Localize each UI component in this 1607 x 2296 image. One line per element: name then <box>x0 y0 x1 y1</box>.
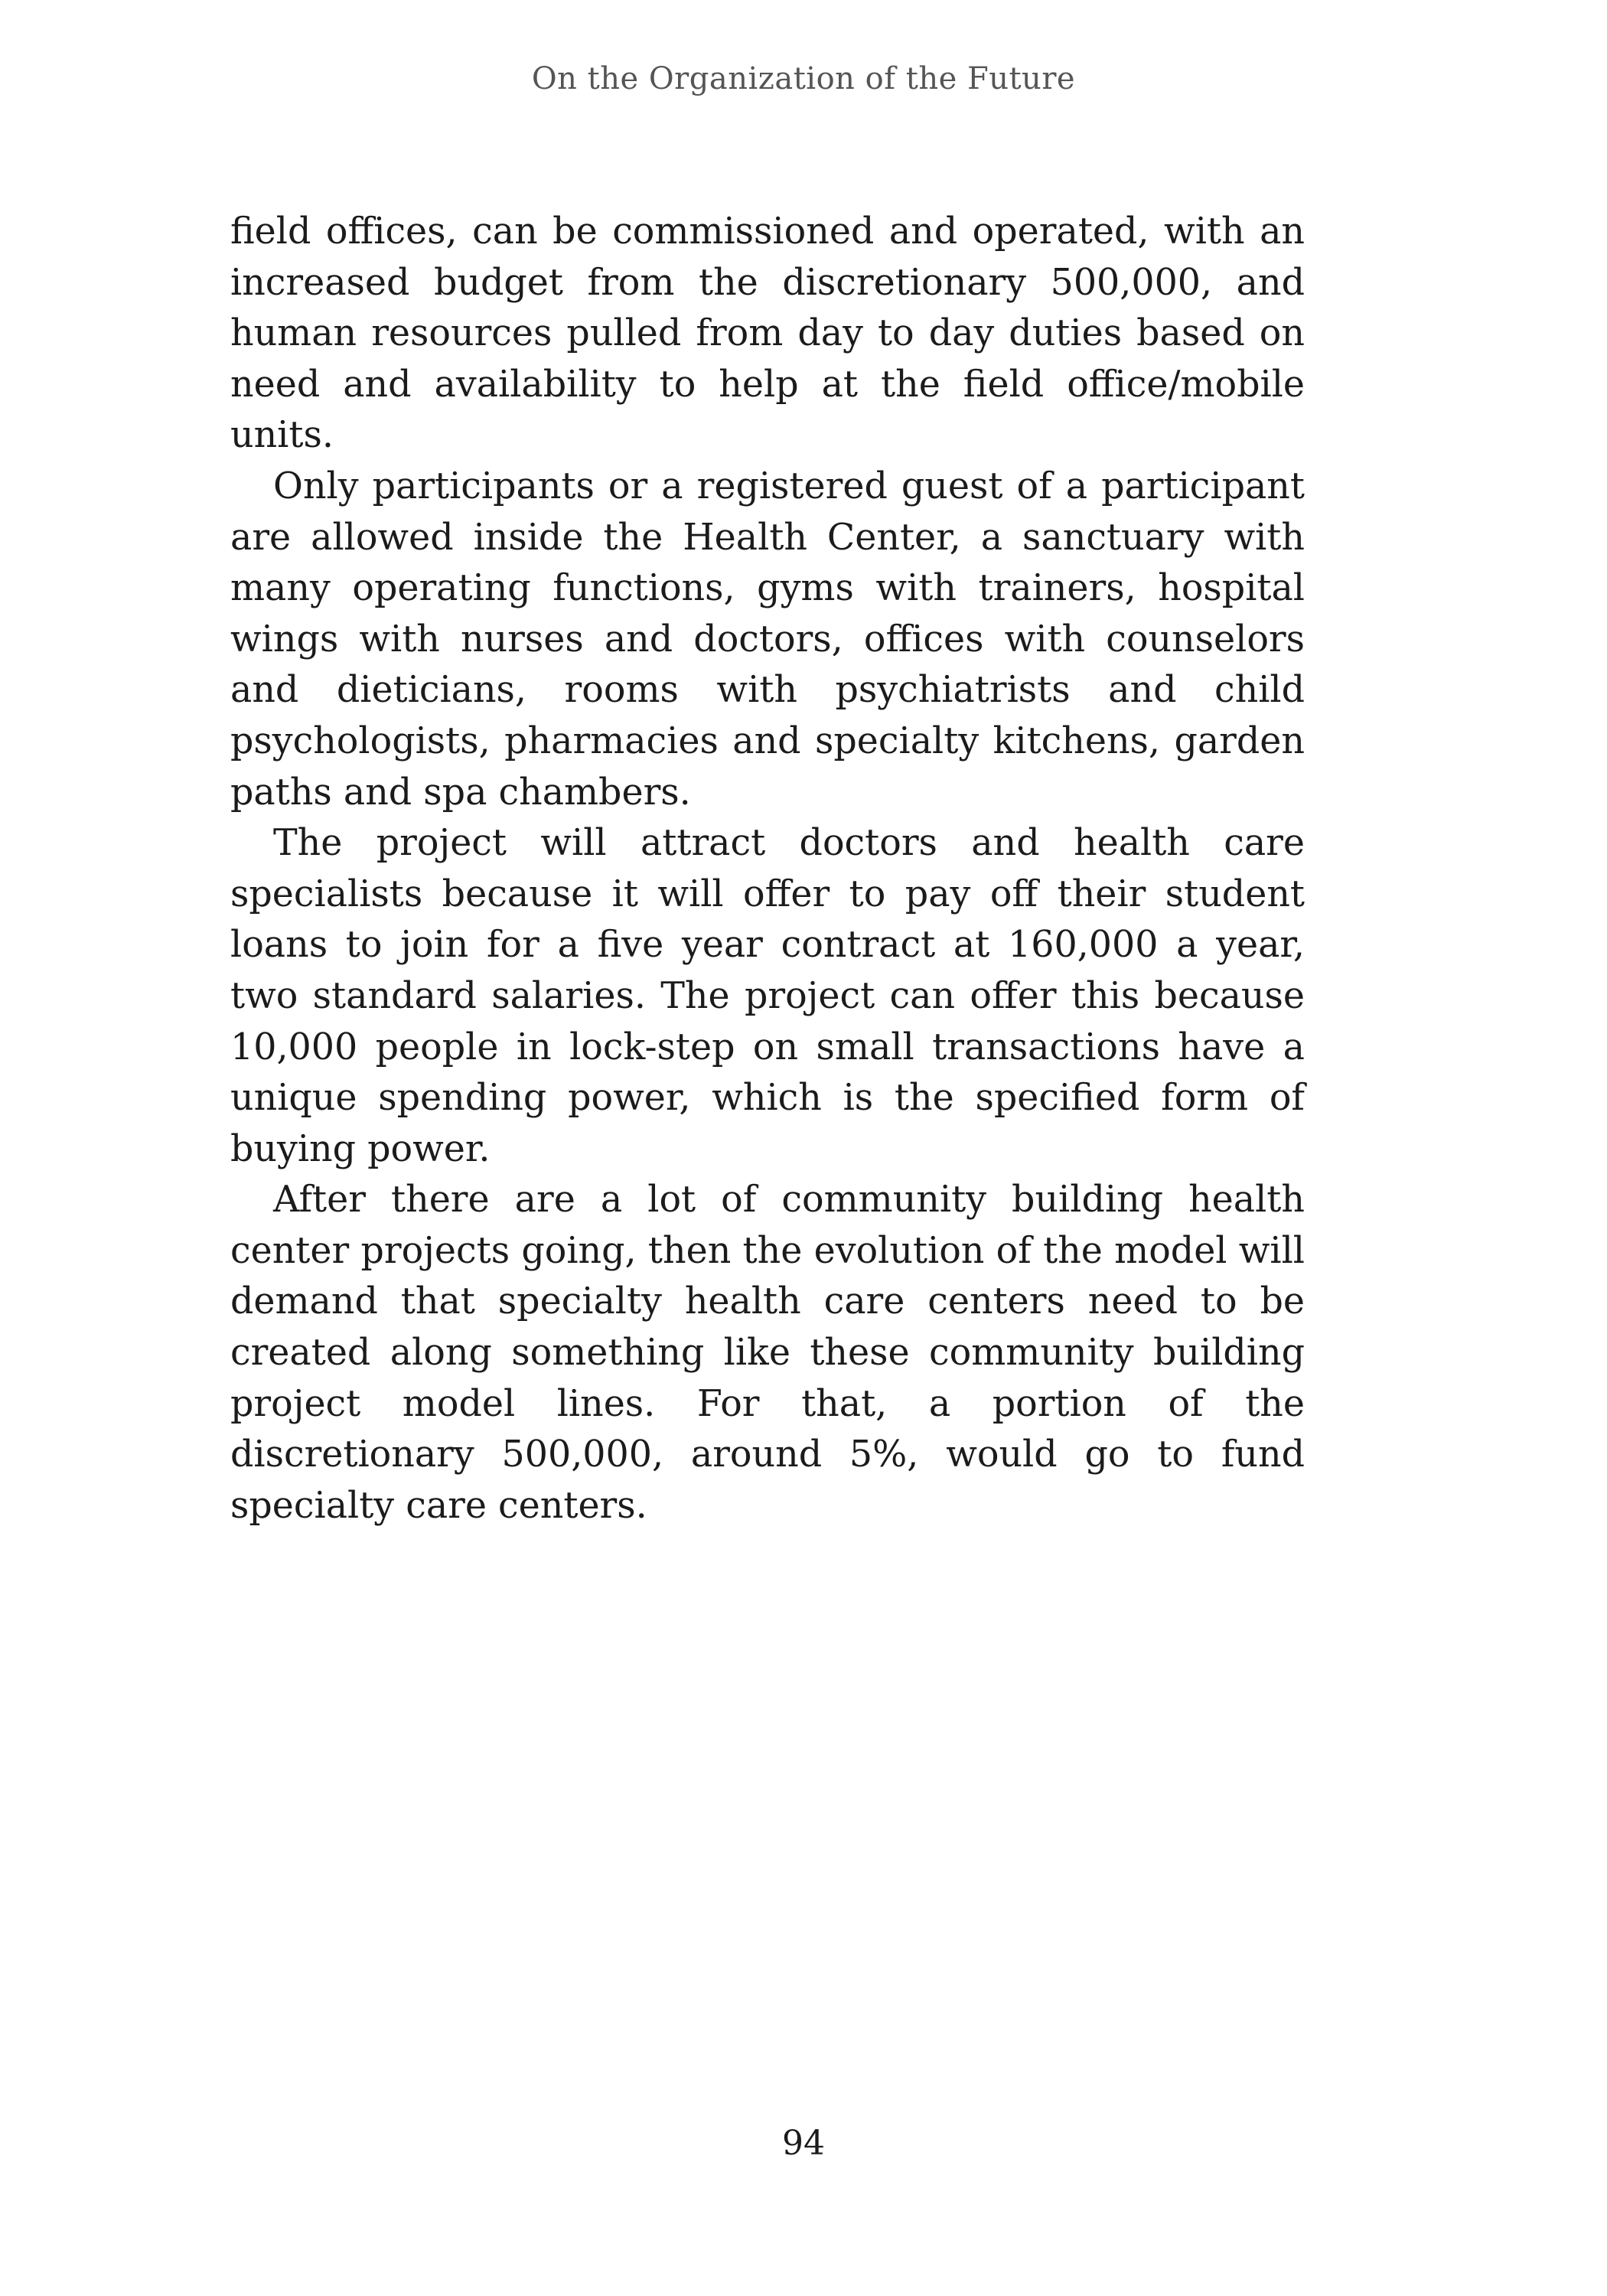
running-header: On the Organization of the Future <box>531 61 1076 96</box>
paragraph-4: After there are a lot of community building health center projects going, then the evolution of the model will demand that specialty health care centers need to be created along something like these community building project model lines. For that, a portion of the discretionary 500,000, around 5%, would go to fund specialty care centers. <box>230 1179 1305 1527</box>
body-text <box>230 207 1305 1531</box>
paragraph-2: Only participants or a registered guest of a participant are allowed inside the Health Center, a sanctuary with many operating functions, gyms with trainers, hospital wings with nurses and doctors, offices with counselors and dieticians, rooms with psychiatrists and child psychologists, pharmacies and specialty kitchens, garden paths and spa chambers. <box>230 465 1305 814</box>
page-number: 94 <box>782 2124 825 2163</box>
paragraph-3: The project will attract doctors and health care specialists because it will offer to pay off their student loans to join for a five year contract at 160,000 a year, two standard salaries. The project can offer this because 10,000 people in lock-step on small transactions have a unique spending power, which is the specified form of buying power. <box>230 822 1305 1170</box>
paragraph-1: field offices, can be commissioned and operated, with an increased budget from the discretionary 500,000, and human resources pulled from day to day duties based on need and availability to help at the field office/mobile units. <box>230 210 1305 457</box>
